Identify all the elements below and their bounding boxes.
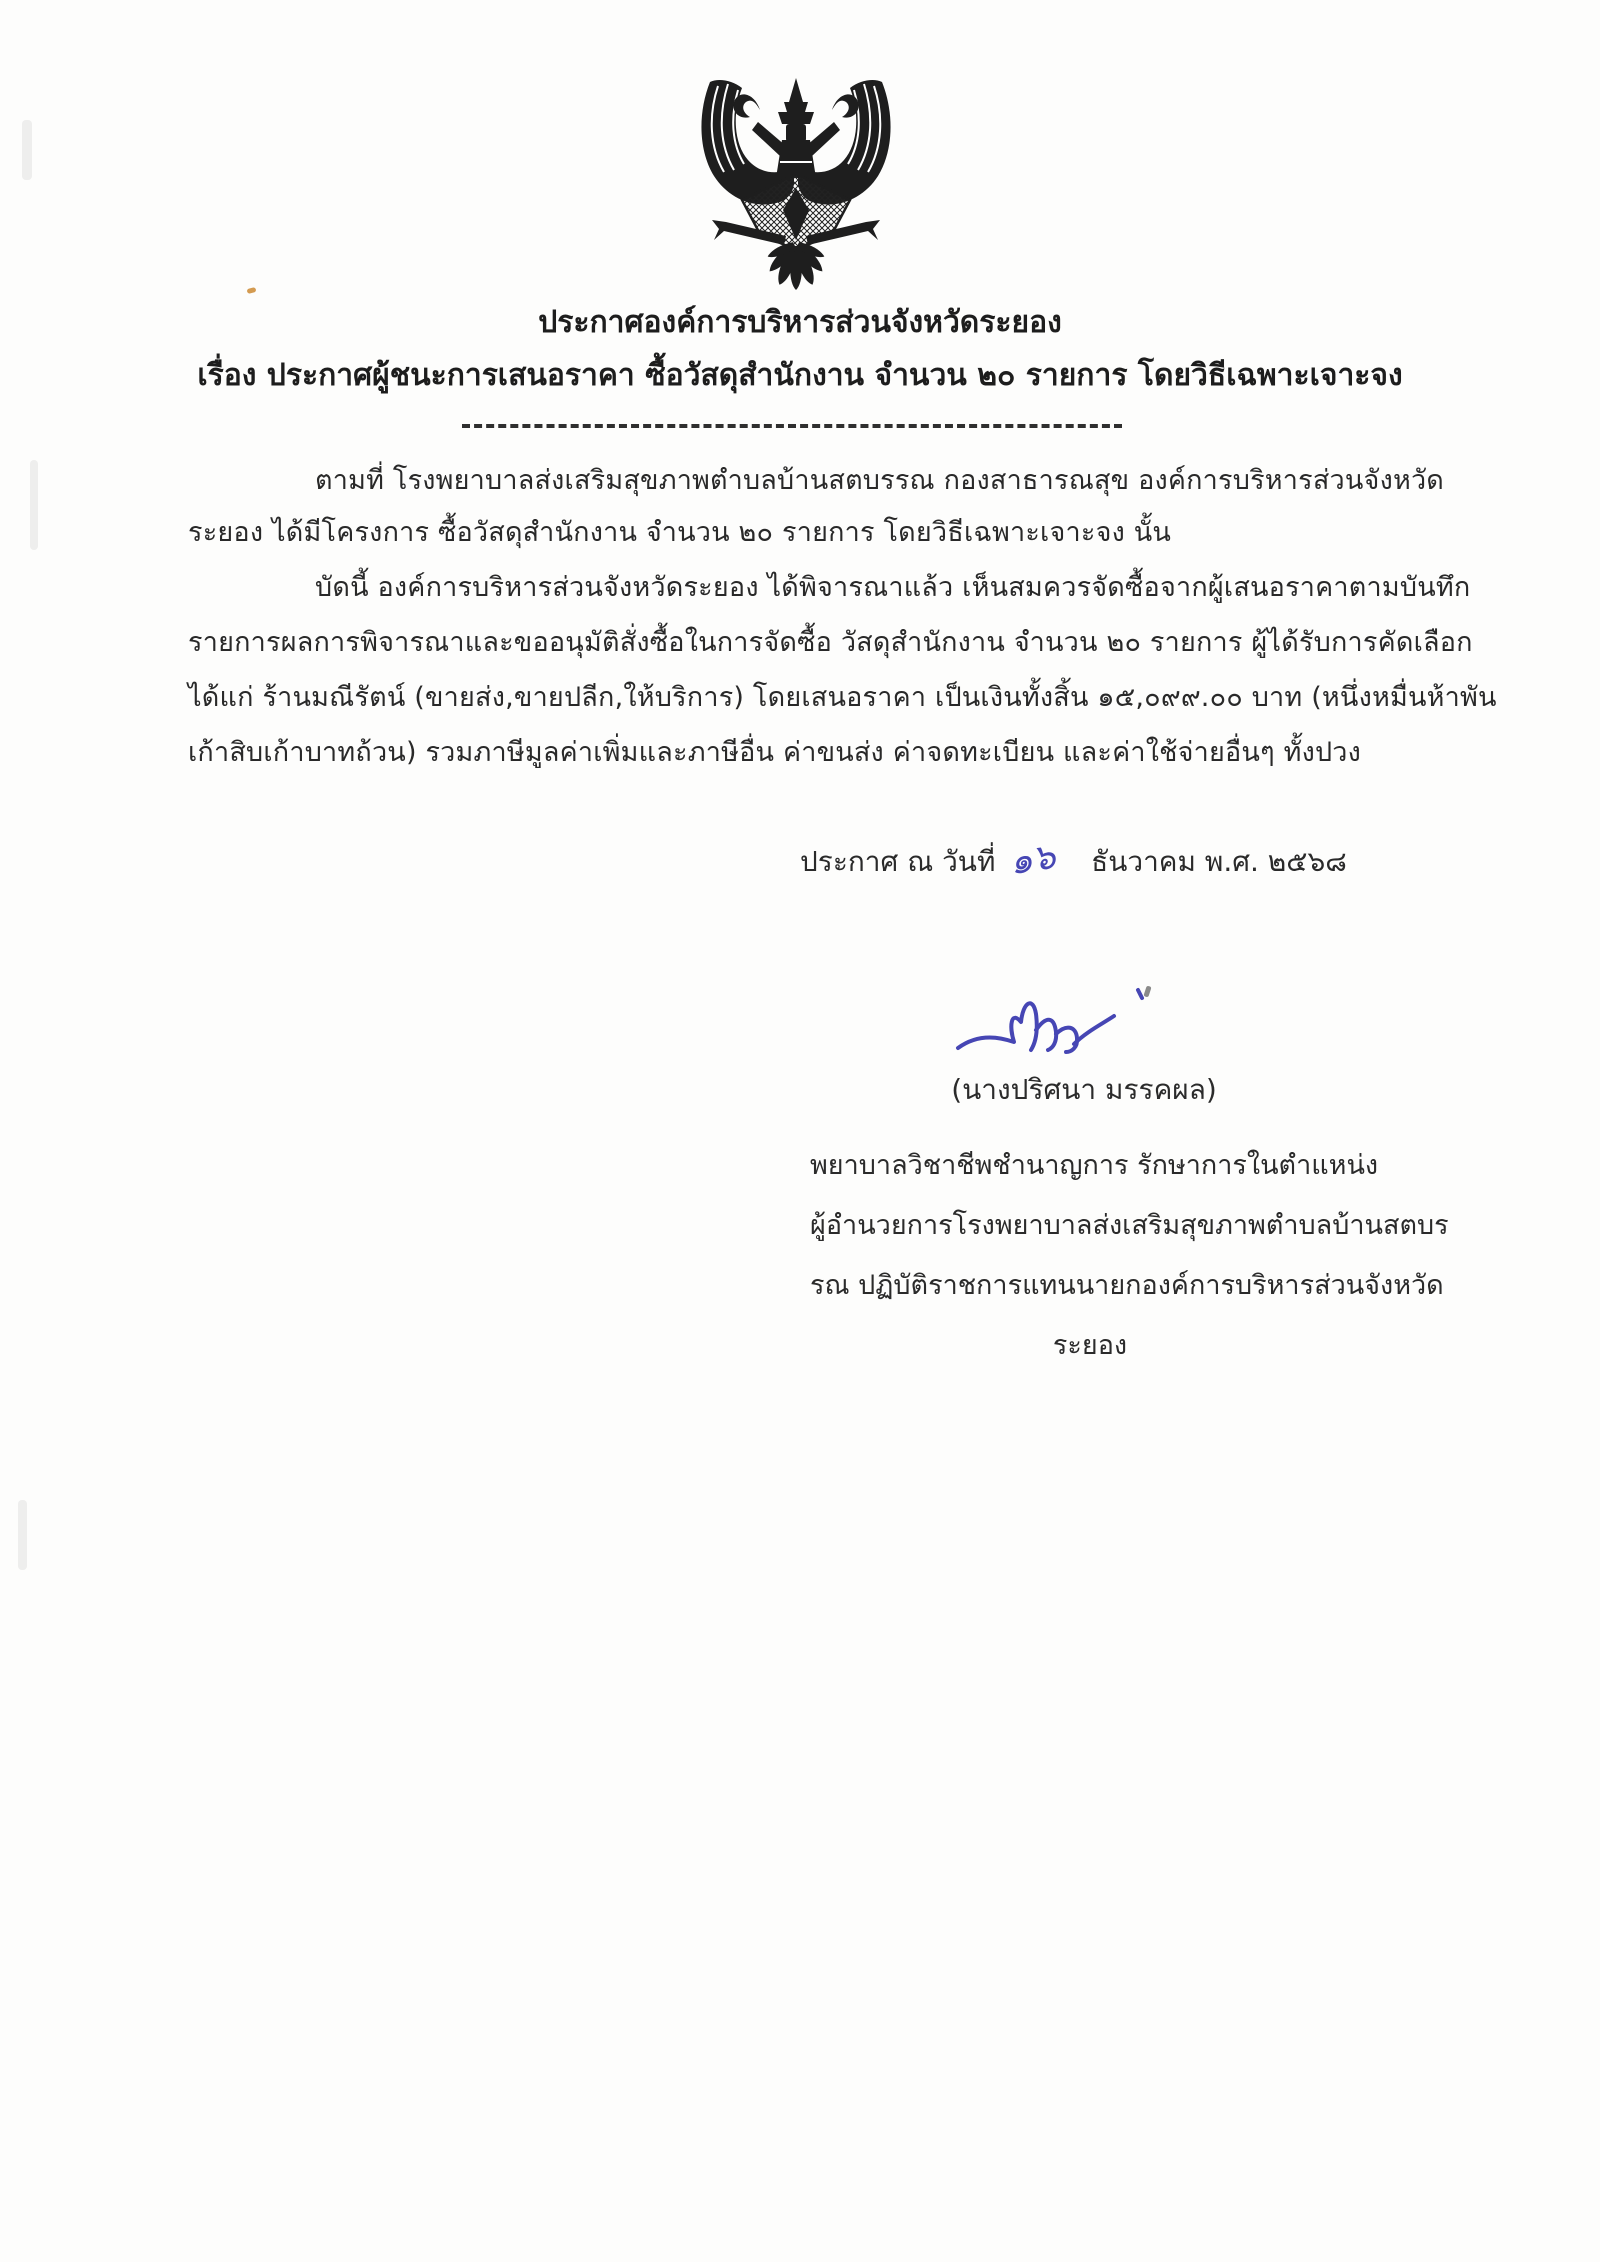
signatory-position-line2: ผู้อำนวยการโรงพยาบาลส่งเสริมสุขภาพตำบลบ้านสตบร xyxy=(810,1210,1449,1241)
handwritten-day-number: ๑๖ xyxy=(1007,835,1059,884)
date-prefix: ประกาศ ณ วันที่ xyxy=(800,845,996,878)
paragraph2-line2: รายการผลการพิจารณาและขออนุมัติสั่งซื้อในการจัดซื้อ วัสดุสำนักงาน จำนวน ๒๐ รายการ ผู้ได้รับการคัดเลือก xyxy=(188,627,1473,658)
announcement-date-line xyxy=(800,835,1347,897)
paragraph2-line1: บัดนี้ องค์การบริหารส่วนจังหวัดระยอง ได้พิจารณาแล้ว เห็นสมควรจัดซื้อจากผู้เสนอราคาตามบันทึก xyxy=(315,572,1471,603)
signatory-name: (นางปริศนา มรรคผล) xyxy=(951,1073,1217,1106)
paragraph1-line2: ระยอง ได้มีโครงการ ซื้อวัสดุสำนักงาน จำนวน ๒๐ รายการ โดยวิธีเฉพาะเจาะจง นั้น xyxy=(188,517,1172,548)
edge-smudge xyxy=(30,460,38,550)
signatory-position-line3: รณ ปฏิบัติราชการแทนนายกองค์การบริหารส่วนจังหวัด xyxy=(810,1270,1444,1301)
edge-smudge xyxy=(18,1500,27,1570)
document-title-line2: เรื่อง ประกาศผู้ชนะการเสนอราคา ซื้อวัสดุสำนักงาน จำนวน ๒๐ รายการ โดยวิธีเฉพาะเจาะจง xyxy=(197,358,1403,393)
edge-smudge xyxy=(22,120,32,180)
dashed-divider-line xyxy=(462,424,1122,428)
orange-scan-speck xyxy=(247,287,257,294)
signatory-position-line4: ระยอง xyxy=(1052,1330,1128,1361)
date-month-year: ธันวาคม พ.ศ. ๒๕๖๘ xyxy=(1091,845,1347,878)
paragraph1-line1: ตามที่ โรงพยาบาลส่งเสริมสุขภาพตำบลบ้านสตบรรณ กองสาธารณสุข องค์การบริหารส่วนจังหวัด xyxy=(315,465,1445,496)
paragraph2-line4: เก้าสิบเก้าบาทถ้วน) รวมภาษีมูลค่าเพิ่มและภาษีอื่น ค่าขนส่ง ค่าจดทะเบียน และค่าใช้จ่ายอื่นๆ ทั้งปวง xyxy=(188,737,1362,768)
paragraph2-line3: ได้แก่ ร้านมณีรัตน์ (ขายส่ง,ขายปลีก,ให้บริการ) โดยเสนอราคา เป็นเงินทั้งสิ้น ๑๕,๐๙๙.๐๐ บาท (หนึ่งหมื่นห้าพัน xyxy=(188,682,1497,713)
document-title-line1: ประกาศองค์การบริหารส่วนจังหวัดระยอง xyxy=(538,305,1062,340)
handwritten-signature xyxy=(952,982,1157,1082)
garuda-emblem xyxy=(696,78,896,292)
signatory-position-line1: พยาบาลวิชาชีพชำนาญการ รักษาการในตำแหน่ง xyxy=(810,1150,1379,1181)
